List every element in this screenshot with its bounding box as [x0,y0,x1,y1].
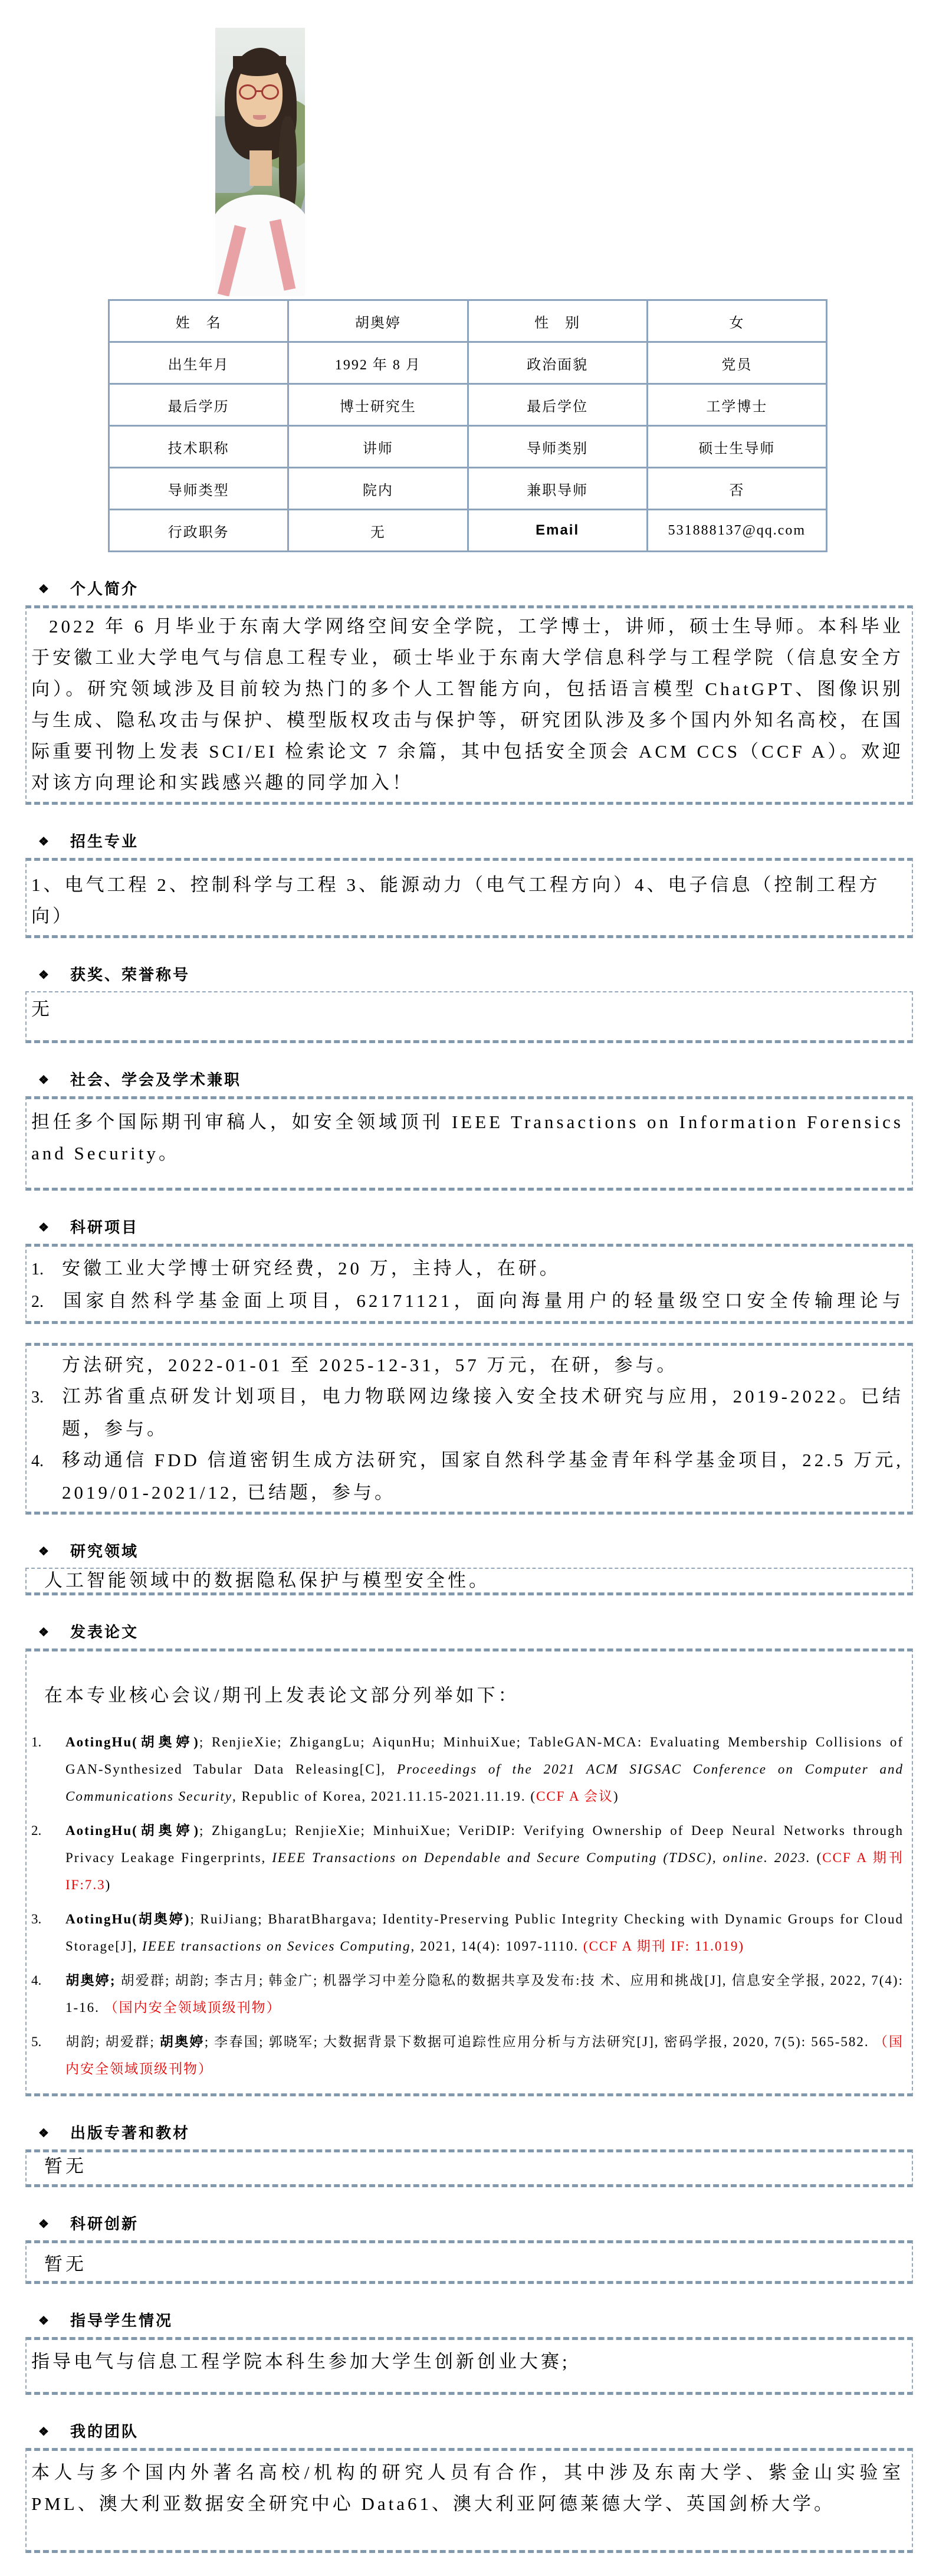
text-run: ) [105,1877,111,1892]
text-run: 胡爱群; 胡韵; 李古月; 韩金广; 机器学习中差分隐私的数据共享及发布:技 术、应用和挑战[J], 信息安全学报, 2022, 7(4): 1-16. [65,1973,904,2015]
text-run: 江苏省重点研发计划项目，电力物联网边缘接入安全技术研究与应用，2019-2022。已结题，参与。 [62,1386,904,1439]
paragraph [31,1349,904,1381]
table-cell: 技术职称 [109,426,288,468]
table-cell: 无 [288,510,468,552]
text-run: ( [810,1850,823,1865]
photo-glasses-right-lens [261,84,279,100]
diamond-bullet-icon: ❖ [38,1626,49,1639]
table-cell: 工学博士 [647,384,826,426]
paragraph [31,2457,904,2519]
list-marker: 2. [31,1293,44,1311]
list-marker: 2. [31,1823,42,1838]
table-cell: 性 别 [468,300,647,342]
paragraph [31,2346,904,2377]
list-marker: 3. [31,1388,44,1407]
paragraph [31,1285,904,1318]
diamond-bullet-icon: ❖ [38,1221,49,1234]
table-cell: 否 [647,468,826,510]
section-research-innovation [25,2213,913,2284]
list-marker: 3. [31,1912,42,1926]
dashed-box [25,2337,913,2395]
dashed-box [25,991,913,1043]
list-marker: 1. [31,1260,44,1279]
section-title-my-team [25,2421,913,2444]
table-cell: 硕士生导师 [647,426,826,468]
table-row [109,384,827,426]
text-run: IEEE Transactions on Dependable and Secure Computing (TDSC), online. 2023. [272,1850,811,1865]
diamond-bullet-icon: ❖ [38,2218,49,2231]
text-run: （国内安全领域顶级刊物） [104,2000,281,2015]
table-cell: 出生年月 [109,342,288,384]
profile-info-table-body [109,300,827,552]
text-run: 1、电气工程 2、控制科学与工程 3、能源动力（电气工程方向）4、电子信息（控制工程方向） [31,874,881,926]
section-research-projects [25,1217,913,1515]
table-cell: 姓 名 [109,300,288,342]
dashed-box [25,2149,913,2187]
section-title-awards-honors [25,964,913,988]
text-run: 在本专业核心会议/期刊上发表论文部分列举如下： [44,1685,520,1706]
photo-glasses-left-lens [239,84,257,100]
table-row [109,342,827,384]
section-student-guidance [25,2310,913,2395]
diamond-bullet-icon: ❖ [38,969,49,982]
section-admission-majors [25,831,913,938]
table-cell: 政治面貌 [468,342,647,384]
section-title-personal-intro [25,578,913,602]
table-cell: 讲师 [288,426,468,468]
section-title-text: 研究领域 [70,1543,139,1560]
paragraph [31,1253,904,1285]
table-cell: 兼职导师 [468,468,647,510]
text-run: 安徽工业大学博士研究经费，20 万，主持人，在研。 [62,1258,561,1279]
paragraph [31,1106,904,1169]
profile-photo [215,28,305,296]
section-awards-honors [25,964,913,1043]
text-run: ; 李春国; 郭晓军; 大数据背景下数据可追踪性应用分析与方法研究[J], 密码学报, 2020, 7(5): 565-582. [204,2034,874,2049]
paragraph [31,611,904,798]
dashed-box [25,858,913,938]
paragraph [31,1381,904,1444]
diamond-bullet-icon: ❖ [38,2127,49,2140]
paragraph [31,1967,904,2021]
table-cell: 最后学历 [109,384,288,426]
text-run: IEEE transactions on Sevices Computing [142,1939,411,1954]
section-personal-intro [25,578,913,805]
paragraph [31,869,904,932]
section-title-research-innovation [25,2213,913,2237]
text-run: , 2021, 14(4): 1097-1110. [410,1939,583,1954]
diamond-bullet-icon: ❖ [38,1545,49,1558]
section-title-admission-majors [25,831,913,854]
section-title-text: 招生专业 [70,833,139,850]
section-published-books [25,2122,913,2187]
paragraph [31,1729,904,1810]
table-cell: 胡奥婷 [288,300,468,342]
text-run: 胡奥婷 [159,2034,205,2049]
dashed-box [25,1343,913,1515]
paragraph [31,2154,904,2180]
text-run: (CCF A 期刊 IF: 11.019) [583,1939,745,1954]
profile-info-table [108,299,827,552]
table-row [109,468,827,510]
dashed-box [25,1568,913,1595]
section-my-team [25,2421,913,2553]
photo-neck [249,150,272,186]
section-title-text: 个人简介 [70,581,139,598]
list-marker: 4. [31,1452,44,1470]
text-run: 本人与多个国内外著名高校/机构的研究人员有合作，其中涉及东南大学、紫金山实验室PML、澳大利亚数据安全研究中心 Data61、澳大利亚阿德莱德大学、英国剑桥大学。 [31,2462,904,2514]
paragraph [31,1817,904,1899]
paragraph [31,1444,904,1508]
diamond-bullet-icon: ❖ [38,1074,49,1087]
section-publications [25,1621,913,2096]
text-run: , Republic of Korea, 2021.11.15-2021.11.19. ( [232,1789,536,1804]
table-row [109,300,827,342]
text-run: 胡奥婷; [65,1973,116,1988]
table-cell: 1992 年 8 月 [288,342,468,384]
section-title-published-books [25,2122,913,2146]
text-run: 2022 年 6 月毕业于东南大学网络空间安全学院，工学博士，讲师，硕士生导师。本科毕业于安徽工业大学电气与信息工程专业，硕士毕业于东南大学信息科学与工程学院（信息安全方向）。研究领域涉及目前较为热门的多个人工智能方向，包括语言模型 ChatGPT、图像识别与生成、隐私攻击与保护、模型版权攻击与保护等，研究团队涉及多个国内外知名高校，在国际重要刊物上发表 SCI/EI 检索论文 7 余篇，其中包括安全顶会 ACM CCS（CCF A）。欢迎对该方向理论和实践感兴趣的同学加入！ [31,616,904,793]
text-run: 方法研究，2022-01-01 至 2025-12-31，57 万元，在研，参与。 [62,1355,678,1375]
section-title-research-area [25,1541,913,1564]
table-cell: 最后学位 [468,384,647,426]
text-run: 移动通信 FDD 信道密钥生成方法研究，国家自然科学基金青年科学基金项目，22.5 万元, 2019/01-2021/12, 已结题，参与。 [62,1450,904,1503]
section-research-area [25,1541,913,1595]
list-marker: 1. [31,1735,42,1749]
section-academic-positions [25,1069,913,1191]
table-cell: 女 [647,300,826,342]
section-title-text: 科研创新 [70,2216,139,2233]
section-title-text: 发表论文 [70,1624,139,1641]
dashed-box [25,1096,913,1191]
table-cell: 院内 [288,468,468,510]
text-run: AotingHu(胡奥婷) [65,1912,191,1926]
text-run: AotingHu(胡奥婷) [65,1823,199,1838]
email-value: 531888137@qq.com [647,510,826,552]
dashed-box [25,1648,913,2096]
diamond-bullet-icon: ❖ [38,583,49,596]
diamond-bullet-icon: ❖ [38,835,49,848]
text-run: 胡韵; 胡爱群; [65,2034,160,2049]
text-run: ; RenjieXie; ZhigangLu; AiqunHu; MinhuiXue; TableGAN-MCA: Evaluating Membership Collisions of GAN-Synthesized Tabular Data Releasing[C], [65,1735,904,1777]
section-title-research-projects [25,1217,913,1240]
text-run: 人工智能领域中的数据隐私保护与模型安全性。 [44,1570,490,1591]
paragraph [31,1680,904,1711]
paragraph [31,1569,904,1592]
paragraph [31,994,904,1025]
text-run: ; ZhigangLu; RenjieXie; MinhuiXue; VeriDIP: Verifying Ownership of Deep Neural Networks through Privacy Leakage Fingerprints, [65,1823,904,1865]
table-cell: 党员 [647,342,826,384]
email-label: Email [468,510,647,552]
text-run: AotingHu(胡奥婷) [65,1735,199,1749]
diamond-bullet-icon: ❖ [38,2426,49,2439]
text-run: 国家自然科学基金面上项目，62171121，面向海量用户的轻量级空口安全传输理论与 [62,1290,904,1311]
section-title-academic-positions [25,1069,913,1093]
section-title-text: 出版专著和教材 [70,2125,190,2142]
table-row [109,510,827,552]
text-run: ; RuiJiang; BharatBhargava; Identity-Preserving Public Integrity Checking with Dynamic Groups for Cloud Storage[J], [65,1912,904,1954]
dashed-box [25,1244,913,1324]
list-marker: 5. [31,2034,42,2049]
photo-glasses-bridge [256,90,262,92]
table-cell: 行政职务 [109,510,288,552]
table-cell: 导师类型 [109,468,288,510]
table-cell: 博士研究生 [288,384,468,426]
section-title-text: 获奖、荣誉称号 [70,966,190,984]
diamond-bullet-icon: ❖ [38,2315,49,2328]
text-run: 暂无 [44,2156,87,2177]
dashed-box [25,2240,913,2284]
section-title-text: 社会、学会及学术兼职 [70,1071,241,1089]
text-run: 无 [31,999,52,1020]
photo-mouth [253,115,266,120]
paragraph [31,2251,904,2277]
paragraph [31,1906,904,1960]
text-run: ) [613,1789,619,1804]
table-cell: 导师类别 [468,426,647,468]
text-run: 暂无 [44,2254,87,2275]
dashed-box [25,605,913,805]
section-title-text: 科研项目 [70,1219,139,1236]
section-title-text: 我的团队 [70,2423,139,2440]
text-run: CCF A 会议 [536,1789,614,1804]
cv-page [0,28,936,2576]
text-run: （国内安全领域顶级刊物） [65,2034,904,2076]
text-run: 指导电气与信息工程学院本科生参加大学生创新创业大赛; [31,2351,570,2372]
text-run: 担任多个国际期刊审稿人，如安全领域顶刊 IEEE Transactions on Information Forensics and Security。 [31,1112,904,1164]
text-run: CCF A 期刊 IF:7.3 [65,1850,904,1892]
section-title-publications [25,1621,913,1645]
list-marker: 4. [31,1973,42,1988]
sections [25,578,913,2553]
dashed-box [25,2448,913,2553]
paragraph [31,2028,904,2083]
text-run: Proceedings of the 2021 ACM SIGSAC Conference on Computer and Communications Security [65,1762,904,1804]
section-title-student-guidance [25,2310,913,2334]
table-row [109,426,827,468]
section-title-text: 指导学生情况 [70,2312,173,2329]
